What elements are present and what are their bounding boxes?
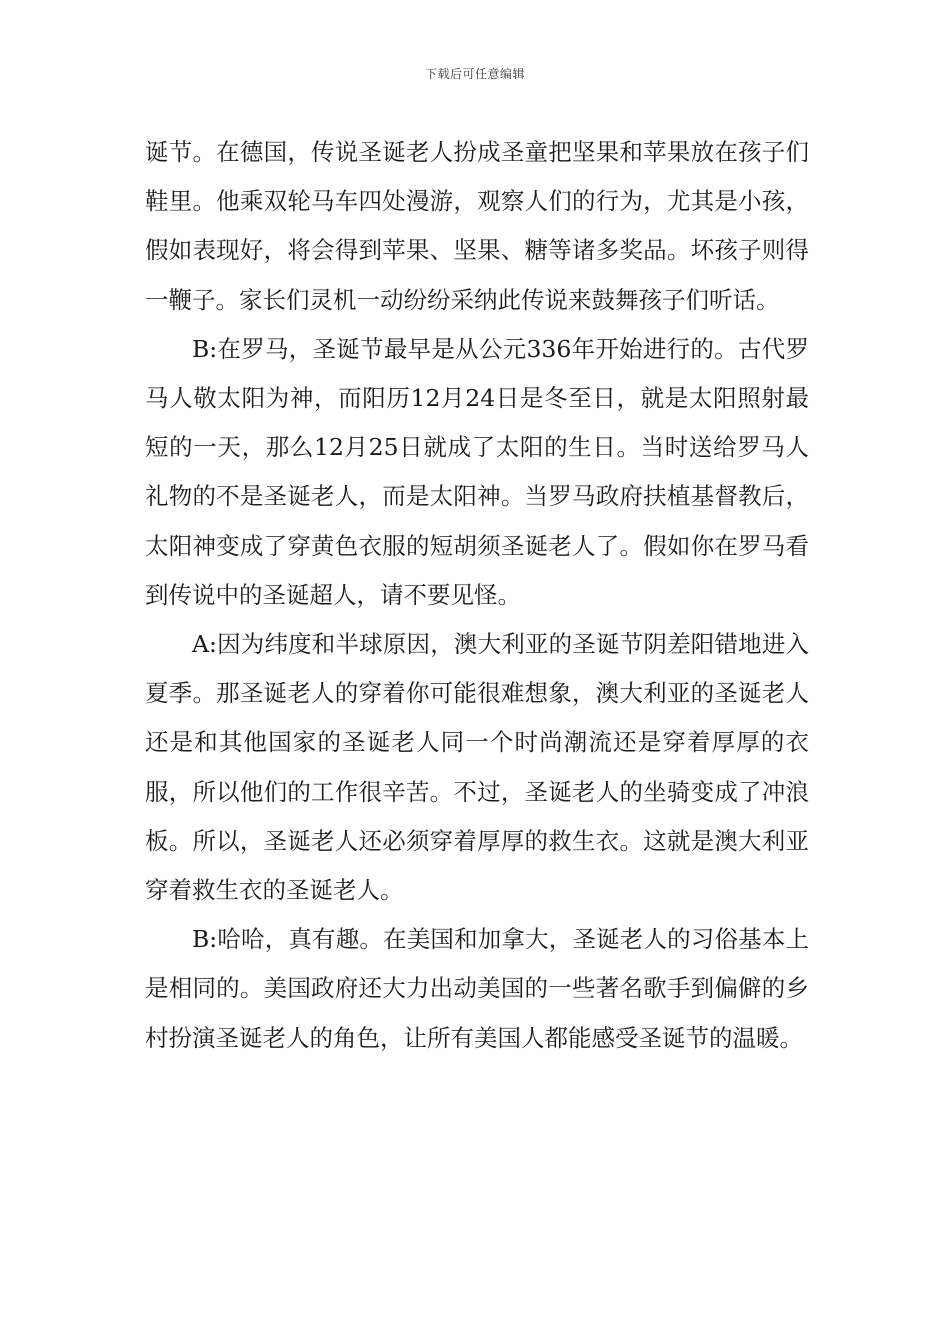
body-text <box>145 128 809 1063</box>
paragraph-australia: A:因为纬度和半球原因，澳大利亚的圣诞节阴差阳错地进入夏季。那圣诞老人的穿着你可能很难想象，澳大利亚的圣诞老人还是和其他国家的圣诞老人同一个时尚潮流还是穿着厚厚的衣服，所以他们的工作很辛苦。不过，圣诞老人的坐骑变成了冲浪板。所以，圣诞老人还必须穿着厚厚的救生衣。这就是澳大利亚穿着救生衣的圣诞老人。 <box>145 630 809 905</box>
paragraph-america: B:哈哈，真有趣。在美国和加拿大，圣诞老人的习俗基本上是相同的。美国政府还大力出动美国的一些著名歌手到偏僻的乡村扮演圣诞老人的角色，让所有美国人都能感受圣诞节的温暖。 <box>145 925 809 1052</box>
page-header: 下载后可任意编辑 <box>424 67 525 81</box>
paragraph-rome: B:在罗马，圣诞节最早是从公元336年开始进行的。古代罗马人敬太阳为神，而阳历12月24日是冬至日，就是太阳照射最短的一天，那么12月25日就成了太阳的生日。当时送给罗马人礼物的不是圣诞老人，而是太阳神。当罗马政府扶植基督教后，太阳神变成了穿黄色衣服的短胡须圣诞老人了。假如你在罗马看到传说中的圣诞超人，请不要见怪。 <box>145 334 809 609</box>
paragraph-germany: 诞节。在德国，传说圣诞老人扮成圣童把坚果和苹果放在孩子们鞋里。他乘双轮马车四处漫游，观察人们的行为，尤其是小孩，假如表现好，将会得到苹果、坚果、糖等诸多奖品。坏孩子则得一鞭子。家长们灵机一动纷纷采纳此传说来鼓舞孩子们听话。 <box>145 138 809 314</box>
